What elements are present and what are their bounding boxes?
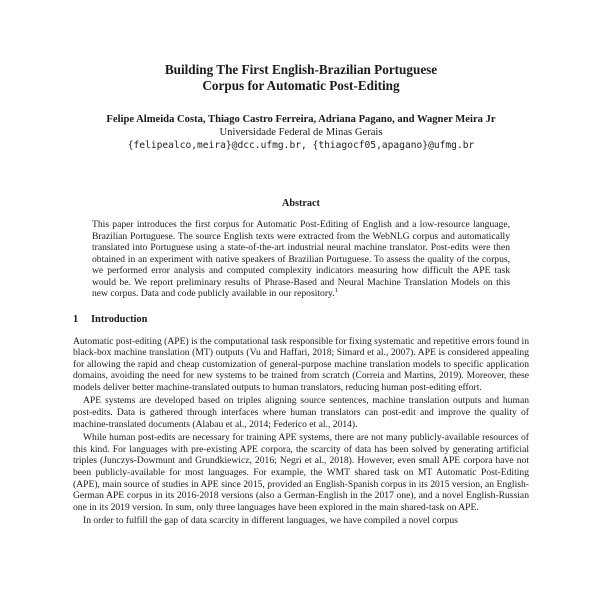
paper-title-line-1: Building The First English-Brazilian Portuguese [164, 62, 438, 77]
author-emails: {felipealco,meira}@dcc.ufmg.br, {thiagocf05,apagano}@ufmg.br [127, 140, 475, 151]
intro-paragraph-1: Automatic post-editing (APE) is the computational task responsible for fixing systematic and repetitive errors found in black-box machine translation (MT) outputs (Vu and Haffari, 2018; Simard et al., 2007). APE is considered appealing for allowing the rapid and cheap customization of general-purpose machine translation models to specific application domains, avoiding the need for new systems to be trained from scratch (Correia and Martins, 2019). Moreover, these models deliver better machine-translated outputs to human translators, reducing human post-editing effort. [73, 335, 529, 393]
intro-paragraph-4: In order to fulfill the gap of data scarcity in different languages, we have compiled a novel corpus [83, 515, 458, 527]
paper-page [73, 0, 529, 527]
section-heading-introduction [73, 314, 529, 326]
paper-title [73, 62, 529, 94]
section-title: Introduction [91, 313, 148, 325]
abstract-heading: Abstract [282, 198, 320, 209]
footnote-marker[interactable]: 1 [334, 287, 338, 294]
section-number: 1 [73, 313, 79, 325]
affiliation: Universidade Federal de Minas Gerais [219, 127, 383, 138]
intro-paragraph-2: APE systems are developed based on triples aligning source sentences, machine translation outputs and human post-edits. Data is gathered through interfaces where human translators can post-edit and improve the quality of machine-translated documents (Alabau et al., 2014; Federico et al., 2014). [73, 395, 529, 430]
abstract-body [92, 219, 510, 300]
author-list: Felipe Almeida Costa, Thiago Castro Ferreira, Adriana Pagano, and Wagner Meira Jr [106, 114, 496, 125]
paper-title-line-2: Corpus for Automatic Post-Editing [202, 78, 400, 93]
abstract-text: This paper introduces the first corpus for Automatic Post-Editing of English and a low-resource language, Brazilian Portuguese. The source English texts were extracted from the WebNLG corpus and automatically translated into Portuguese using a state-of-the-art industrial neural machine translator. Post-edits were then obtained in an experiment with native speakers of Brazilian Portuguese. To assess the quality of the corpus, we performed error analysis and computed complexity indicators measuring how difficult the APE task would be. We report preliminary results of Phrase-Based and Neural Machine Translation Models on this new corpus. Data and code publicly available in our repository. [92, 219, 510, 299]
intro-paragraph-3: While human post-edits are necessary for training APE systems, there are not many publicly-available resources of this kind. For languages with pre-existing APE corpora, the scarcity of data has been solved by generating artificial triples (Junczys-Dowmunt and Grundkiewicz, 2016; Negri et al., 2018). However, even small APE corpora have not been publicly-available for most languages. For example, the WMT shared task on MT Automatic Post-Editing (APE), main source of studies in APE since 2015, provided an English-Spanish corpus in its 2015 version, an English-German APE corpus in its 2016-2018 versions (also a German-English in the 2017 one), and a novel English-Russian one in its 2019 version. In sum, only three languages have been explored in the main shared-task on APE. [73, 432, 529, 513]
